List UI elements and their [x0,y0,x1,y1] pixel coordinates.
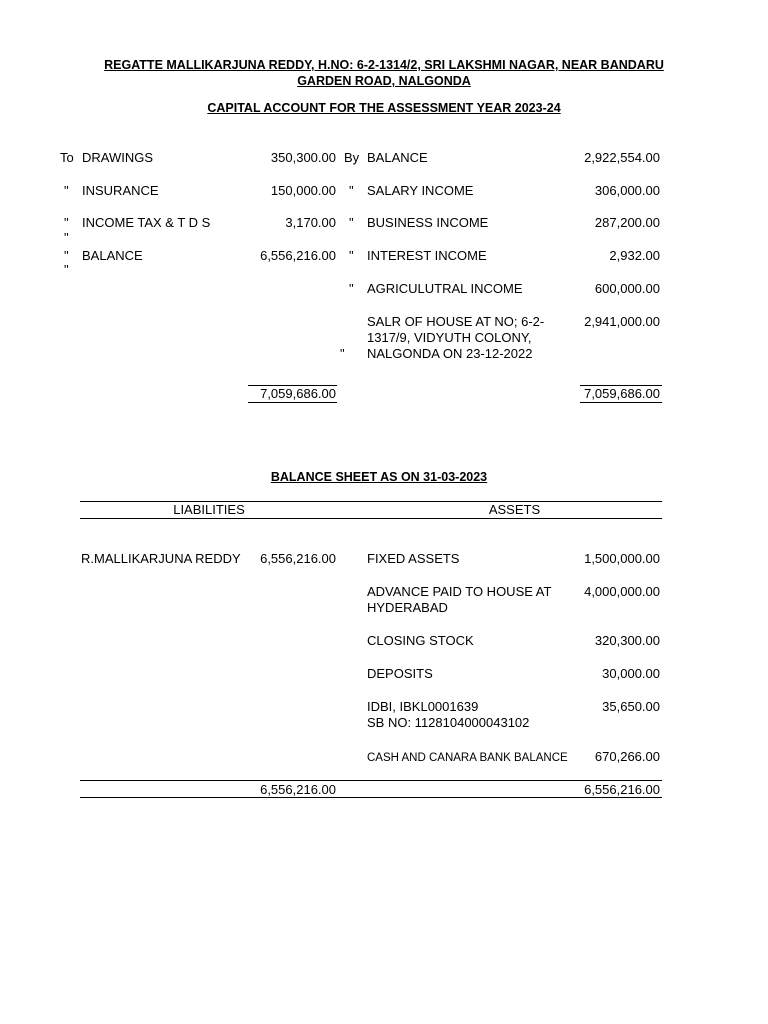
asset-amount-cash-bank: 670,266.00 [594,749,660,764]
credit-prefix: " [349,215,354,230]
debit-prefix: To [60,150,74,165]
assets-total: 6,556,216.00 [584,782,660,797]
credit-label-house-sale: SALR OF HOUSE AT NO; 6-2-1317/9, VIDYUTH COLONY, NALGONDA ON 23-12-2022 [367,314,545,361]
balance-sheet-total-rule-bottom [80,797,662,798]
credit-label-agricultural: AGRICULUTRAL INCOME [367,281,523,296]
debit-amount-income-tax: 3,170.00 [285,215,336,230]
stray-ditto-mark: " [64,262,69,277]
credit-total-rule-bottom [580,402,662,403]
asset-label-cash-bank: CASH AND CANARA BANK BALANCE [367,752,568,764]
credit-amount-balance: 2,922,554.00 [584,150,660,165]
credit-prefix: By [344,150,360,165]
debit-total: 7,059,686.00 [260,386,336,401]
credit-amount-salary: 306,000.00 [594,183,660,198]
debit-label-insurance: INSURANCE [82,183,159,198]
asset-amount-closing-stock: 320,300.00 [594,633,660,648]
debit-label-income-tax: INCOME TAX & T D S [82,215,211,230]
credit-amount-agricultural: 600,000.00 [594,281,660,296]
asset-amount-fixed-assets: 1,500,000.00 [584,551,660,566]
credit-label-business: BUSINESS INCOME [367,215,489,230]
credit-amount-interest: 2,932.00 [609,248,660,263]
liabilities-total: 6,556,216.00 [260,782,336,797]
asset-label-fixed-assets: FIXED ASSETS [367,551,460,566]
debit-amount-balance: 6,556,216.00 [260,248,336,263]
stray-ditto-mark: " [64,230,69,245]
owner-address-line2: GARDEN ROAD, NALGONDA [297,74,471,88]
asset-label-deposits: DEPOSITS [367,666,433,681]
owner-address-line1: REGATTE MALLIKARJUNA REDDY, H.NO: 6-2-1314/2, SRI LAKSHMI NAGAR, NEAR BANDARU [104,58,664,72]
debit-prefix: " [64,215,69,230]
asset-label-idbi-account: SB NO: 1128104000043102 [367,715,530,730]
credit-prefix: " [340,346,345,361]
credit-amount-business: 287,200.00 [594,215,660,230]
debit-prefix: " [64,248,69,263]
credit-prefix: " [349,281,354,296]
liability-amount: 6,556,216.00 [260,551,336,566]
asset-amount-idbi: 35,650.00 [602,699,660,714]
debit-prefix: " [64,183,69,198]
liabilities-header: LIABILITIES [173,502,245,517]
credit-amount-house-sale: 2,941,000.00 [584,314,660,329]
balance-sheet-header-rule-bottom [80,518,662,519]
debit-total-rule-bottom [248,402,337,403]
debit-amount-insurance: 150,000.00 [270,183,336,198]
assets-header: ASSETS [488,502,541,517]
asset-label-closing-stock: CLOSING STOCK [367,633,474,648]
credit-prefix: " [349,248,354,263]
credit-label-interest: INTEREST INCOME [367,248,487,263]
debit-amount-drawings: 350,300.00 [270,150,336,165]
balance-sheet-title: BALANCE SHEET AS ON 31-03-2023 [270,470,488,484]
asset-amount-deposits: 30,000.00 [602,666,660,681]
credit-total: 7,059,686.00 [584,386,660,401]
debit-label-drawings: DRAWINGS [82,150,154,165]
credit-label-balance: BALANCE [367,150,428,165]
asset-amount-advance-house: 4,000,000.00 [584,584,660,599]
debit-label-balance: BALANCE [82,248,143,263]
balance-sheet-total-rule-top [80,780,662,781]
credit-label-salary: SALARY INCOME [367,183,474,198]
capital-account-title: CAPITAL ACCOUNT FOR THE ASSESSMENT YEAR 2023-24 [207,101,561,115]
asset-label-advance-house: ADVANCE PAID TO HOUSE AT HYDERABAD [367,584,552,615]
liability-label: R.MALLIKARJUNA REDDY [81,551,241,566]
credit-prefix: " [349,183,354,198]
asset-label-idbi: IDBI, IBKL0001639 [367,699,479,714]
